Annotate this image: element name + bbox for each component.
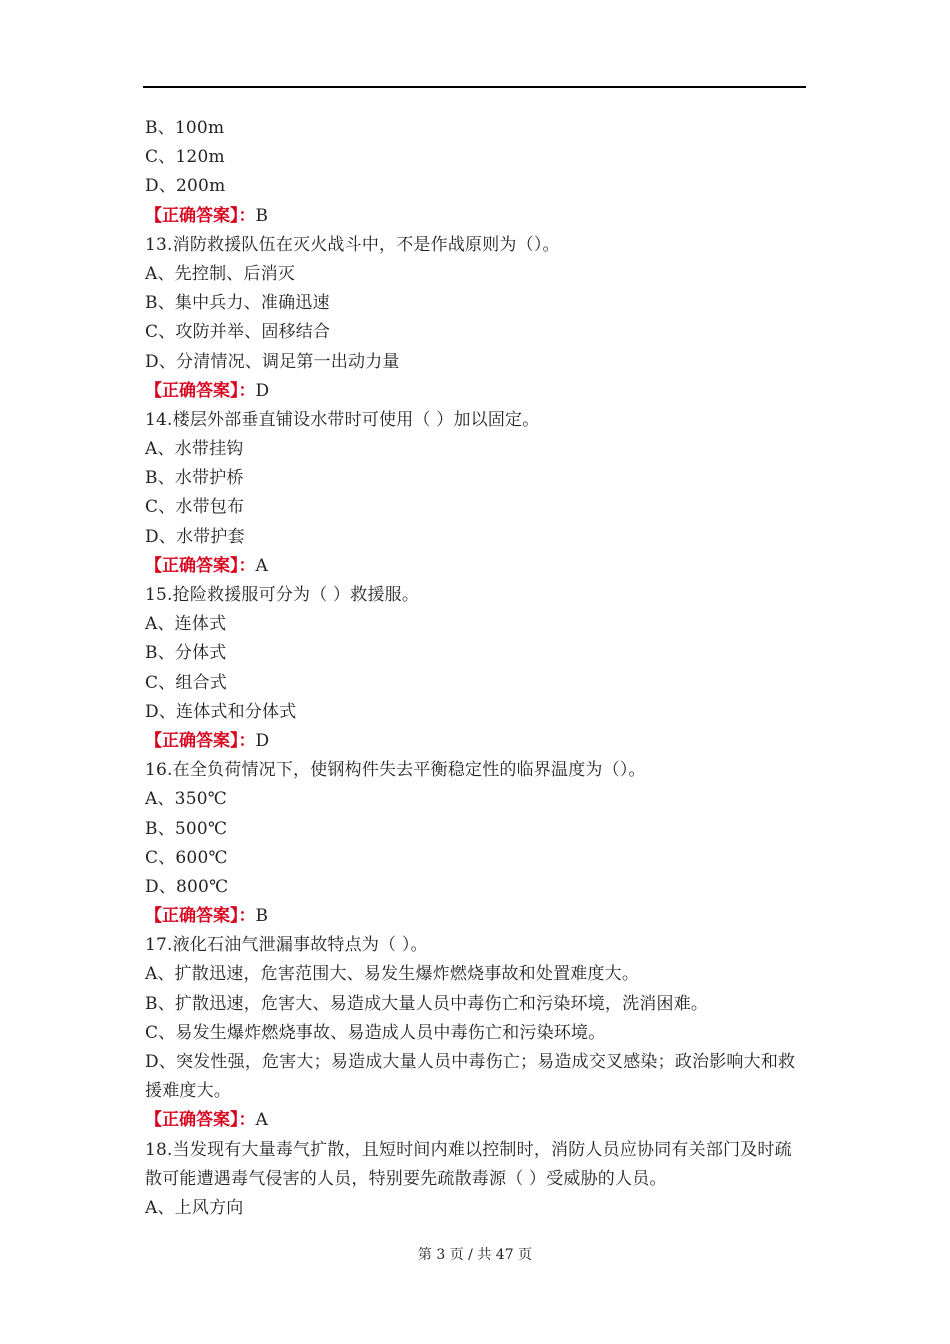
question-13: 13.消防救援队伍在灭火战斗中，不是作战原则为（）。 <box>145 234 560 255</box>
option-a: A、扩散迅速，危害范围大、易发生爆炸燃烧事故和处置难度大。 <box>145 964 640 985</box>
option-c: C、组合式 <box>145 672 228 693</box>
answer-row <box>145 202 807 231</box>
option-c: C、600℃ <box>145 847 228 868</box>
answer-label: 【正确答案】： <box>145 730 256 751</box>
option-a: A、350℃ <box>145 789 227 810</box>
answer-label: 【正确答案】： <box>145 906 256 927</box>
answer-row <box>145 1106 807 1135</box>
option-a: A、先控制、后消灭 <box>145 263 296 284</box>
option-d: D、分清情况、调足第一出动力量 <box>145 351 400 372</box>
answer-label: 【正确答案】： <box>145 380 256 401</box>
answer-value: A <box>255 1110 268 1131</box>
option-c: C、水带包布 <box>145 497 245 518</box>
document-body <box>145 114 807 1223</box>
question-17: 17.液化石油气泄漏事故特点为（ ）。 <box>145 935 428 956</box>
question-14: 14.楼层外部垂直铺设水带时可使用（ ）加以固定。 <box>145 409 540 430</box>
option-b: B、扩散迅速，危害大、易造成大量人员中毒伤亡和污染环境，洗消困难。 <box>145 993 709 1014</box>
option-a: A、上风方向 <box>145 1198 244 1218</box>
option-d: D、突发性强，危害大；易造成大量人员中毒伤亡；易造成交叉感染；政治影响大和救援难度大。 <box>145 1052 796 1102</box>
answer-label: 【正确答案】： <box>145 555 256 576</box>
question-16: 16.在全负荷情况下，使钢构件失去平衡稳定性的临界温度为（）。 <box>145 760 646 781</box>
option-c: C、攻防并举、固移结合 <box>145 322 331 343</box>
answer-label: 【正确答案】： <box>145 1110 256 1131</box>
option-a: A、连体式 <box>145 614 227 635</box>
option-b: B、分体式 <box>145 643 227 664</box>
option-c: C、120m <box>145 147 225 168</box>
option-b: B、100m <box>145 118 225 138</box>
answer-row <box>145 902 807 931</box>
page-footer: 第 3 页 / 共 47 页 <box>417 1247 533 1263</box>
answer-value: B <box>255 205 268 226</box>
answer-value: D <box>255 380 270 401</box>
header-rule <box>143 86 806 88</box>
option-b: B、集中兵力、准确迅速 <box>145 293 330 314</box>
option-d: D、水带护套 <box>145 526 245 547</box>
option-d: D、800℃ <box>145 876 229 897</box>
answer-value: B <box>255 906 268 927</box>
answer-row <box>145 377 807 406</box>
option-b: B、水带护桥 <box>145 468 244 489</box>
answer-row <box>145 552 807 581</box>
answer-label: 【正确答案】： <box>145 205 256 226</box>
answer-value: D <box>255 730 270 751</box>
option-a: A、水带挂钩 <box>145 439 244 460</box>
answer-row <box>145 727 807 756</box>
option-d: D、连体式和分体式 <box>145 701 297 722</box>
answer-value: A <box>255 555 268 576</box>
option-c: C、易发生爆炸燃烧事故、易造成人员中毒伤亡和污染环境。 <box>145 1022 606 1043</box>
option-d: D、200m <box>145 176 226 197</box>
option-b: B、500℃ <box>145 818 228 839</box>
question-18: 18.当发现有大量毒气扩散，且短时间内难以控制时，消防人员应协同有关部门及时疏散可能遭遇毒气侵害的人员，特别要先疏散毒源（ ）受威胁的人员。 <box>145 1139 792 1189</box>
question-15: 15.抢险救援服可分为（ ）救援服。 <box>145 585 420 605</box>
